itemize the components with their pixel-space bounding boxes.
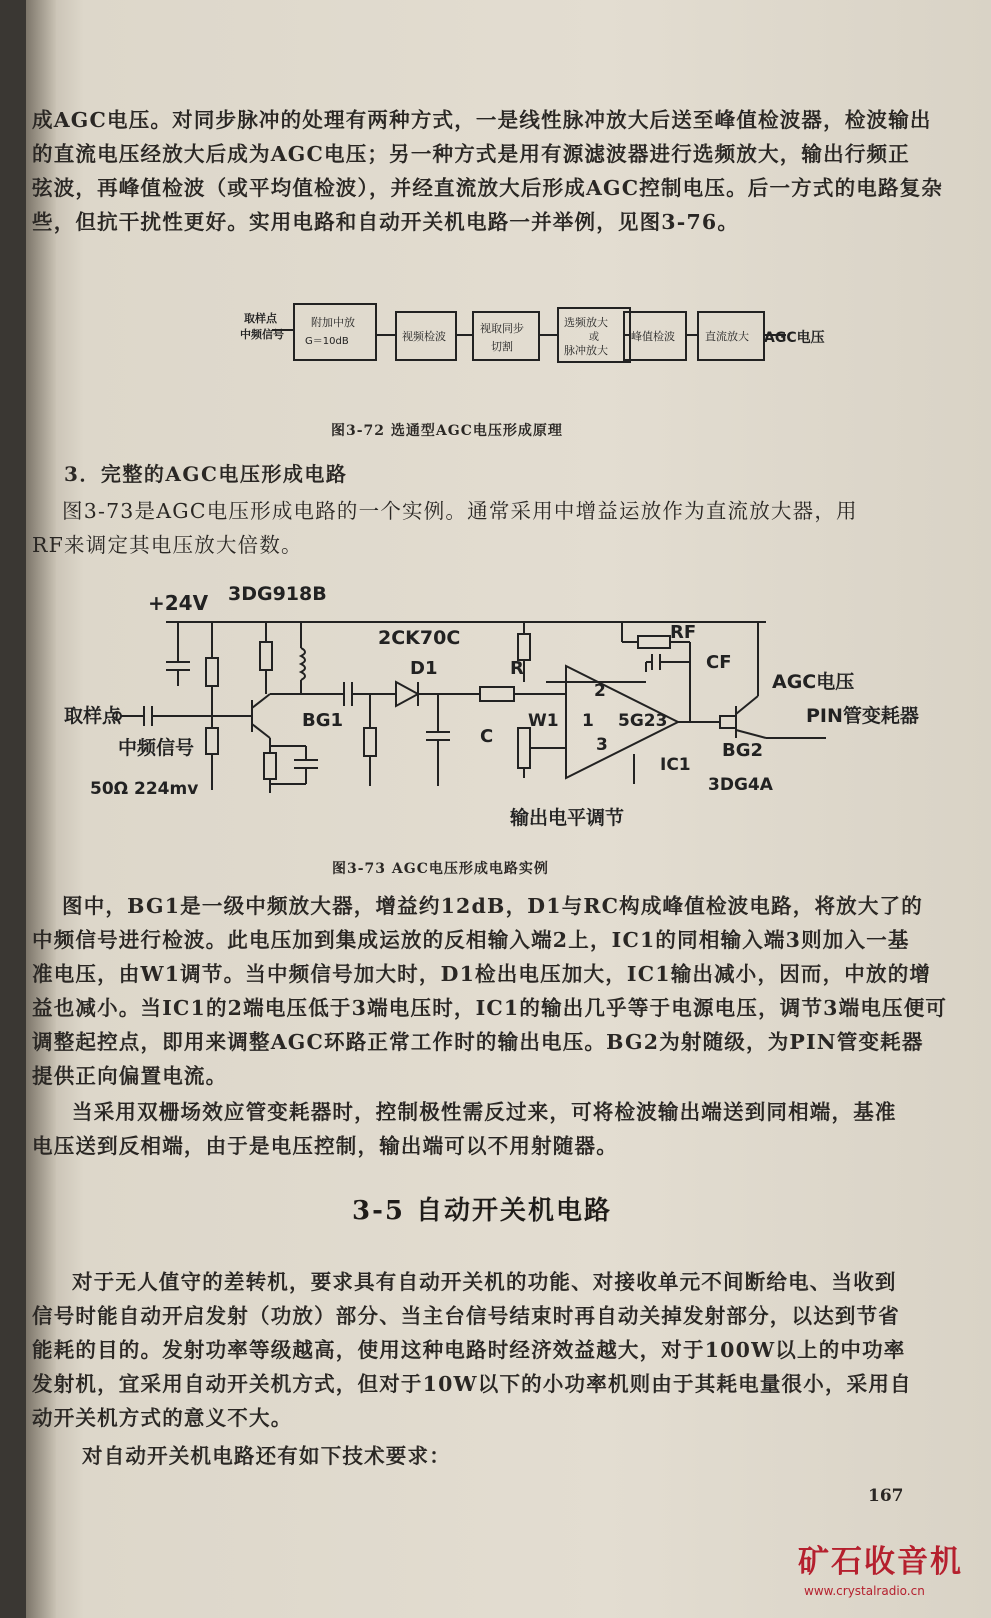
figure-3-73-caption: 图3-73 AGC电压形成电路实例 [332,861,549,877]
fig72-block-label: 直流放大 [705,330,749,343]
fig72-block-label: 附加中放 [311,316,355,329]
intro-line-4: 些，但抗干扰性更好。实用电路和自动开关机电路一并举例，见图3-76。 [32,210,740,234]
fig72-block-label: 切割 [491,340,513,353]
fig72-block-label: G＝10dB [305,336,349,347]
fig73-level-adjust: 输出电平调节 [510,807,625,829]
fig73-bg2: BG2 [722,740,764,761]
auto-line-1: 对于无人值守的差转机，要求具有自动开关机的功能、对接收单元不间断给电、当收到 [72,1270,897,1294]
fig72-block-label: 峰值检波 [631,330,675,343]
fig73-bg1-type: 3DG918B [228,583,327,605]
explain-line-2: 中频信号进行检波。此电压加到集成运放的反相输入端2上，IC1的同相输入端3则加入一基 [32,928,910,952]
fig72-block-label: 脉冲放大 [564,344,608,357]
fig72-input-label-1: 取样点 [244,312,277,325]
block-if-amp [294,304,376,360]
fig73-r: R [510,658,524,679]
explain-line-4: 益也减小。当IC1的2端电压低于3端电压时，IC1的输出几乎等于电源电压，调节3端电压便可 [32,996,948,1020]
explain-line-3: 准电压，由W1调节。当中频信号加大时，D1检出电压加大，IC1输出减小，因而，中放的增 [32,962,932,986]
subheading-agc-circuit: 3．完整的AGC电压形成电路 [64,462,348,486]
fig72-block-label: 选频放大 [564,316,608,329]
fig73-w1: W1 [528,711,559,731]
fet-line-1: 当采用双栅场效应管变耗器时，控制极性需反过来，可将检波输出端送到同相端，基准 [72,1100,897,1124]
auto-line-3: 能耗的目的。发射功率等级越高，使用这种电路时经济效益越大，对于100W以上的中功率 [32,1338,906,1362]
explain-line-5: 调整起控点，即用来调整AGC环路正常工作时的输出电压。BG2为射随级，为PIN管变耗器 [32,1030,924,1054]
auto-line-5: 动开关机方式的意义不大。 [32,1406,293,1430]
fig73-c: C [480,726,494,747]
fig73-pin-1: 1 [582,711,594,731]
explain-line-6: 提供正向偏置电流。 [32,1064,228,1088]
fig73-pin-3: 3 [596,735,608,755]
auto-line-4: 发射机，宜采用自动开关机方式，但对于10W以下的小功率机则由于其耗电量很小，采用自 [32,1372,912,1396]
fig73-rf: RF [670,622,697,643]
fig73-d1: D1 [410,658,438,679]
fig73-pin-2: 2 [594,681,606,701]
section-heading-3-5: 3-5 自动开关机电路 [352,1196,613,1226]
fig73-supply: +24V [148,591,209,615]
explain-line-1: 图中，BG1是一级中频放大器，增益约12dB，D1与RC构成峰值检波电路，将放大了的 [62,894,923,918]
figure-3-72-block-diagram [26,290,991,410]
fig72-block-label: 或 [589,332,599,343]
fig73-pin-label: PIN管变耗器 [806,705,919,727]
watermark-logo-text: 矿石收音机 [798,1544,963,1580]
watermark-url: www.crystalradio.cn [804,1584,925,1598]
fig73-input-spec: 50Ω 224mv [90,779,199,799]
para73-line-2: RF来调定其电压放大倍数。 [32,533,303,557]
fig73-cf: CF [706,652,732,673]
book-page [26,0,991,1618]
fig73-input-point: 取样点 [64,705,122,727]
intro-line-2: 的直流电压经放大后成为AGC电压；另一种方式是用有源滤波器进行选频放大，输出行频正 [32,142,910,166]
fig73-opamp: 5G23 [618,711,668,731]
intro-line-3: 弦波，再峰值检波（或平均值检波），并经直流放大后形成AGC控制电压。后一方式的电路复杂 [32,176,944,200]
fig73-input-signal: 中频信号 [118,737,195,759]
figure-3-73-circuit [26,578,991,848]
fet-line-2: 电压送到反相端，由于是电压控制，输出端可以不用射随器。 [32,1134,618,1158]
fig73-diode-type: 2CK70C [378,627,461,649]
fig72-output-label: AGC电压 [764,330,825,346]
fig73-bg1: BG1 [302,710,344,731]
fig72-input-label-2: 中频信号 [240,328,284,341]
fig72-block-label: 视取同步 [480,322,524,335]
fig73-agc-label: AGC电压 [772,671,855,693]
fig72-block-label: 视频检波 [402,330,446,343]
requirements-line: 对自动开关机电路还有如下技术要求： [82,1444,451,1468]
para73-line-1: 图3-73是AGC电压形成电路的一个实例。通常采用中增益运放作为直流放大器，用 [62,499,858,523]
page-number: 167 [868,1486,904,1506]
fig73-bg2-type: 3DG4A [708,775,773,795]
auto-line-2: 信号时能自动开启发射（功放）部分、当主台信号结束时再自动关掉发射部分，以达到节省 [32,1304,900,1328]
fig73-ic1: IC1 [660,755,691,775]
figure-3-72-caption: 图3-72 选通型AGC电压形成原理 [331,423,563,439]
intro-line-1: 成AGC电压。对同步脉冲的处理有两种方式，一是线性脉冲放大后送至峰值检波器，检波输出 [32,108,932,132]
